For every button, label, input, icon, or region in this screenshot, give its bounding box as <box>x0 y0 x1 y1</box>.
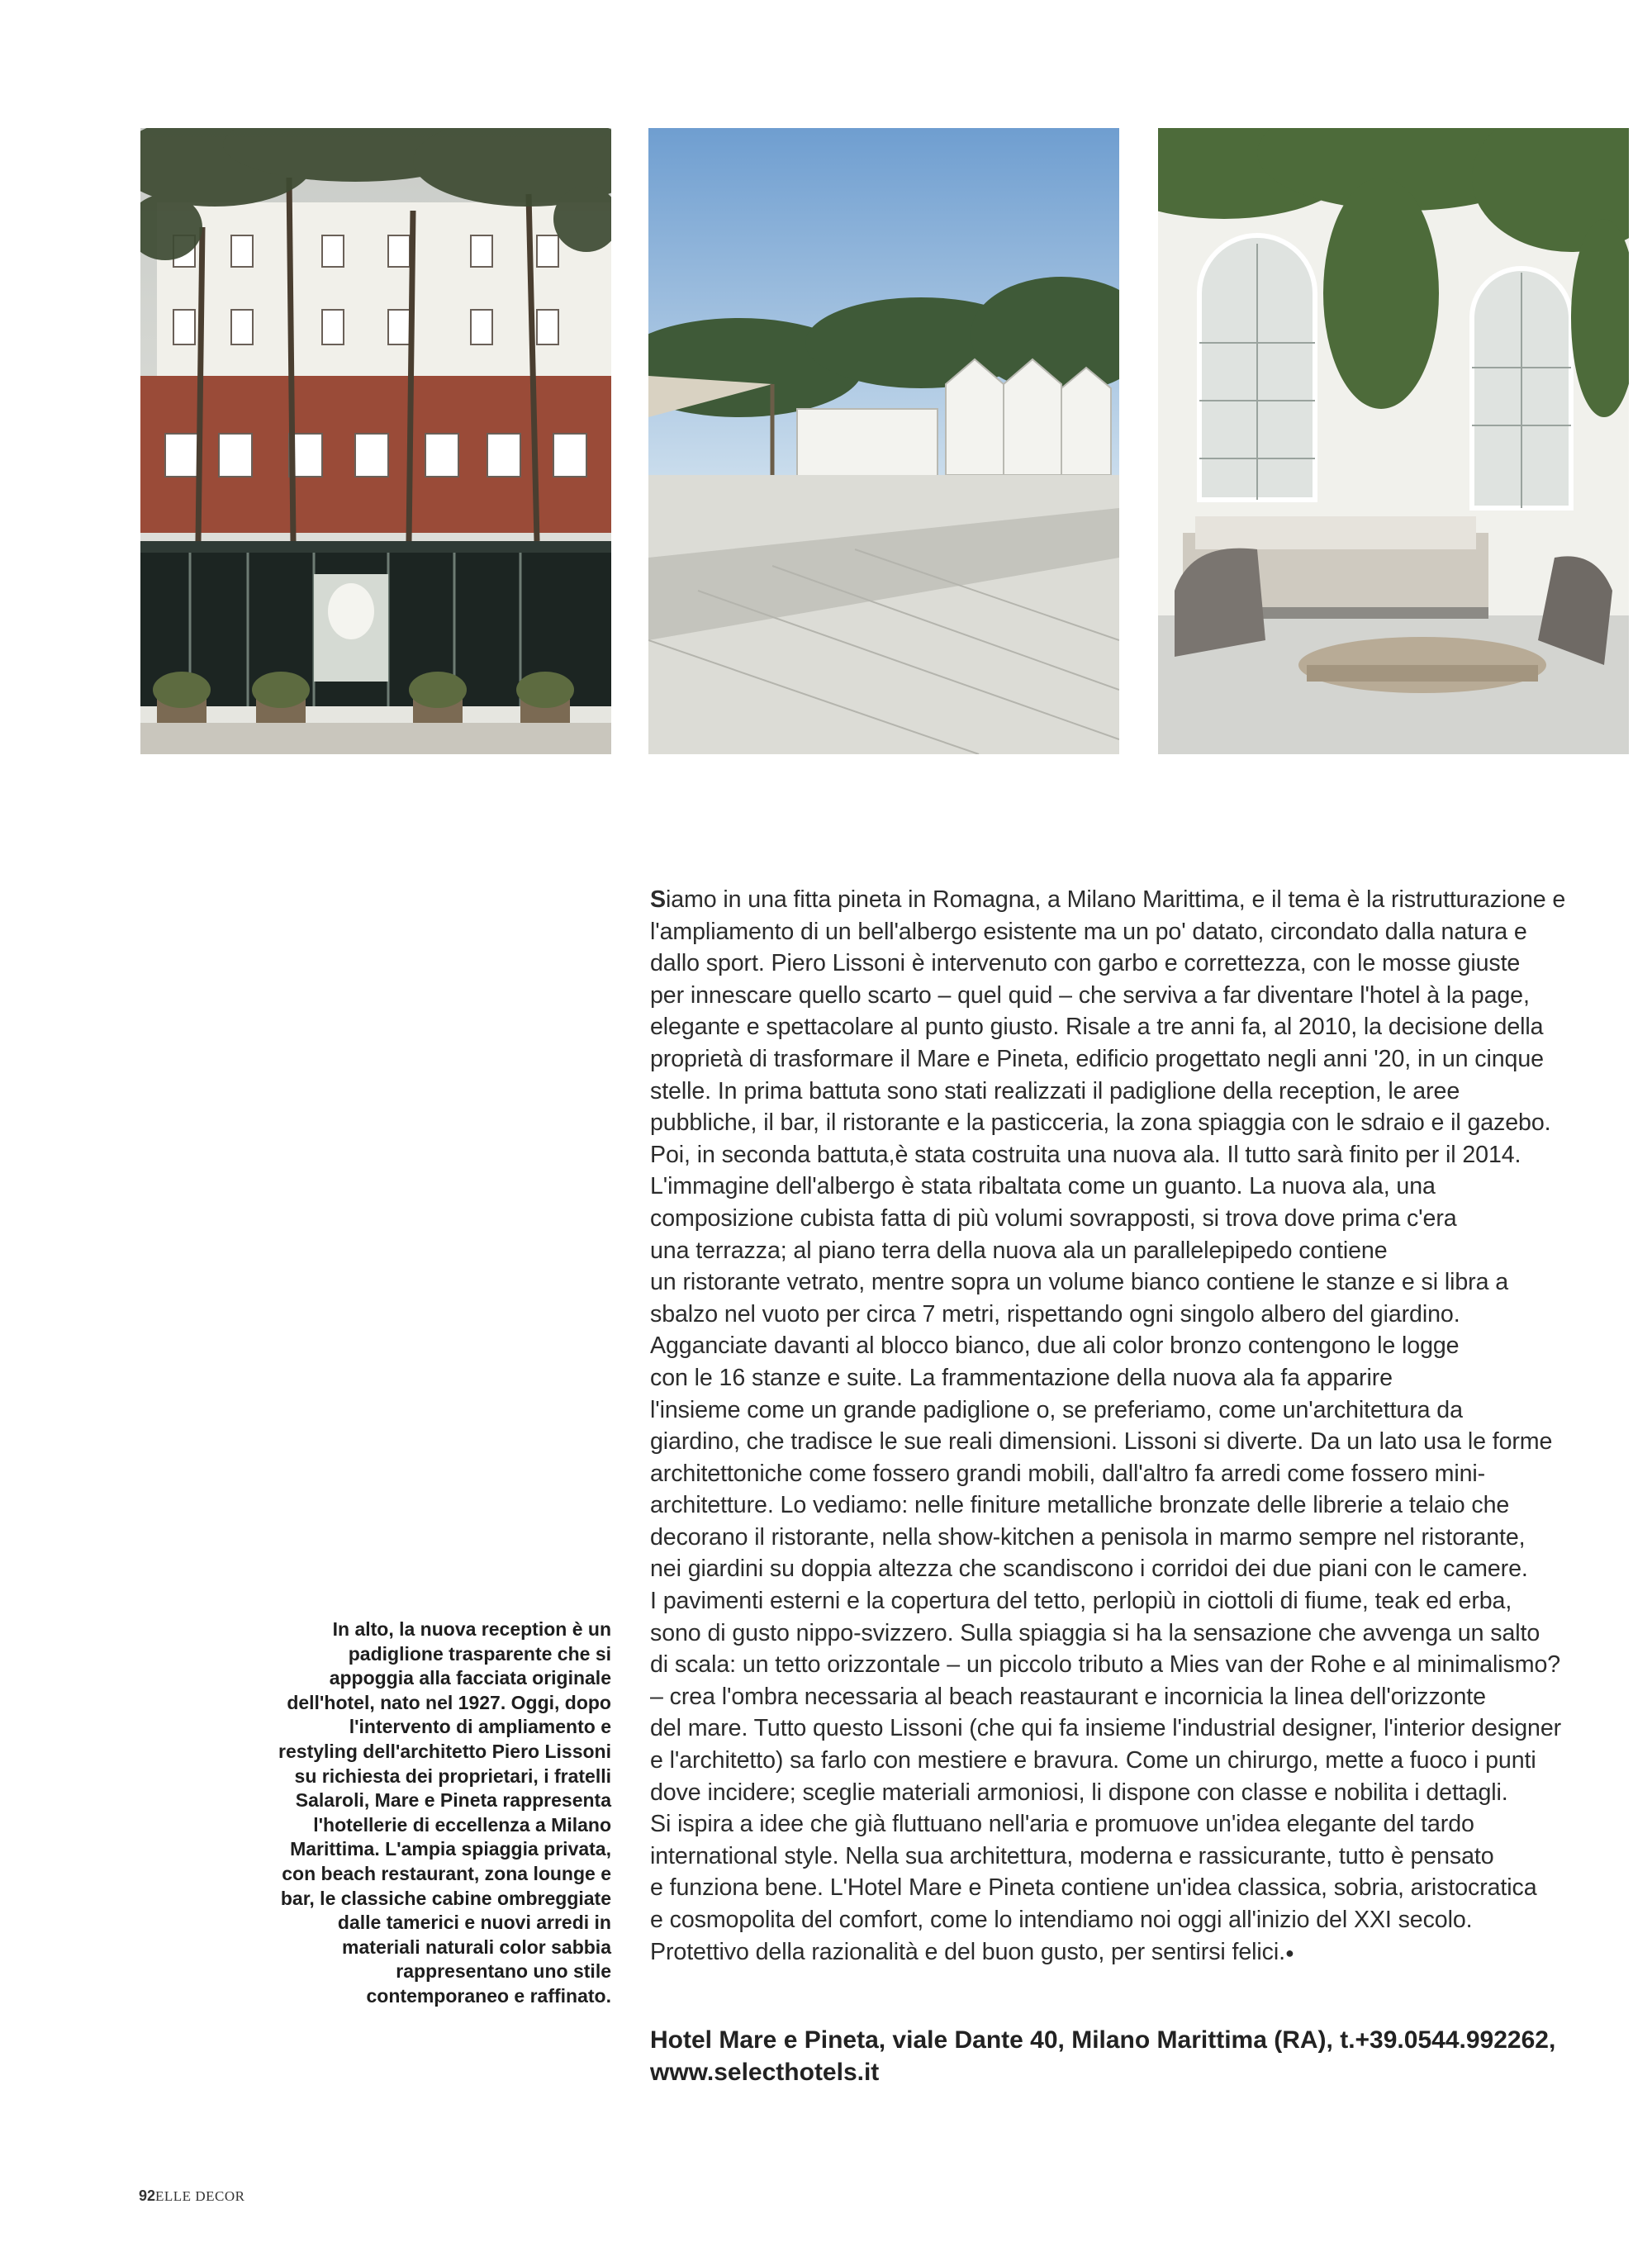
article-line: e l'architetto) sa farlo con mestiere e bravura. Come un chirurgo, mette a fuoco i punti <box>650 1747 1536 1774</box>
article-body <box>650 884 1637 1968</box>
article-line: Poi, in seconda battuta,è stata costruita una nuova ala. Il tutto sarà finito per il 2014. <box>650 1141 1521 1168</box>
article-line: decorano il ristorante, nella show-kitchen a penisola in marmo sempre nel ristorante, <box>650 1523 1526 1551</box>
article-line: l'insieme come un grande padiglione o, se preferiamo, come un'architettura da <box>650 1396 1463 1423</box>
article-line: I pavimenti esterni e la copertura del tetto, perlopiù in ciottoli di fiume, teak ed erba, <box>650 1588 1512 1615</box>
hotel-website: www.selecthotels.it <box>650 2059 880 2086</box>
article-line: – crea l'ombra necessaria al beach reastaurant e incornicia la linea dell'orizzonte <box>650 1683 1486 1710</box>
magazine-name: ELLE DECOR <box>155 2188 245 2204</box>
article-line: giardino, che tradisce le sue reali dimensioni. Lissoni si diverte. Da un lato usa le forme <box>650 1428 1553 1456</box>
article-line: nei giardini su doppia altezza che scandiscono i corridoi dei due piani con le camere. <box>650 1556 1528 1583</box>
article-line: con le 16 stanze e suite. La frammentazione della nuova ala fa apparire <box>650 1364 1393 1391</box>
article-line: l'ampliamento di un bell'albergo esistente ma un po' datato, circondato dalla natura e <box>650 918 1527 945</box>
article-line: Agganciate davanti al blocco bianco, due ali color bronzo contengono le logge <box>650 1332 1460 1360</box>
article-line: L'immagine dell'albergo è stata ribaltata come un guanto. La nuova ala, una <box>650 1173 1436 1200</box>
veranda-illustration <box>1158 128 1629 754</box>
article-line: stelle. In prima battuta sono stati realizzati il padiglione della reception, le aree <box>650 1077 1460 1104</box>
article-line: proprietà di trasformare il Mare e Pineta, edificio progettato negli anni '20, in un cinque <box>650 1045 1544 1072</box>
article-line: e funziona bene. L'Hotel Mare e Pineta contiene un'idea classica, sobria, aristocratica <box>650 1874 1537 1902</box>
article-line: del mare. Tutto questo Lissoni (che qui fa insieme l'industrial designer, l'interior designer <box>650 1715 1562 1742</box>
article-line: architetture. Lo vediamo: nelle finiture metalliche bronzate delle librerie a telaio che <box>650 1492 1510 1519</box>
article-last-line <box>650 1936 1637 1969</box>
end-mark-icon: ● <box>1284 1944 1294 1961</box>
article-line: per innescare quello scarto – quel quid – che serviva a far diventare l'hotel à la page, <box>650 981 1530 1009</box>
hotel-address: Hotel Mare e Pineta, viale Dante 40, Milano Marittima (RA), t.+39.0544.992262, <box>650 2026 1556 2054</box>
article-line: una terrazza; al piano terra della nuova ala un parallelepipedo contiene <box>650 1237 1388 1264</box>
page-number: 92 <box>139 2187 156 2204</box>
article-first-line <box>650 884 1637 916</box>
photo-caption: In alto, la nuova reception è un padiglione trasparente che si appoggia alla facciata originale dell'hotel, nato nel 1927. Oggi, dopo l'intervento di ampliamento e restyling dell'architetto Piero Lissoni su richiesta dei proprietari, i fratelli Salaroli, Mare e Pineta rappresenta l'hotellerie di eccellenza a Milano Marittima. L'ampia spiaggia privata, con beach restaurant, zona lounge e bar, le classiche cabine ombreggiate dalle tamerici e nuovi arredi in materiali naturali color sabbia rappresentano uno stile contemporaneo e raffinato. <box>278 1618 611 2007</box>
article-line: pubbliche, il bar, il ristorante e la pasticceria, la zona spiaggia con le sdraio e il gazebo. <box>650 1109 1551 1137</box>
photo-beach-terrace <box>648 128 1119 754</box>
beach-terrace-illustration <box>648 128 1119 754</box>
article-line: architettoniche come fossero grandi mobili, dall'altro fa arredi come fossero mini- <box>650 1460 1486 1487</box>
first-line-text: iamo in una fitta pineta in Romagna, a Milano Marittima, e il tema è la ristrutturazione e <box>665 886 1566 913</box>
article-line: di scala: un tetto orizzontale – un piccolo tributo a Mies van der Rohe e al minimalismo? <box>650 1651 1561 1679</box>
hotel-contact-info <box>650 2024 1637 2088</box>
article-line: sbalzo nel vuoto per circa 7 metri, rispettando ogni singolo albero del giardino. <box>650 1300 1460 1328</box>
last-line-text: Protettivo della razionalità e del buon gusto, per sentirsi felici. <box>650 1938 1285 1965</box>
article-line: sono di gusto nippo-svizzero. Sulla spiaggia si ha la sensazione che avvenga un salto <box>650 1619 1540 1646</box>
article-line: dallo sport. Piero Lissoni è intervenuto con garbo e correttezza, con le mosse giuste <box>650 950 1521 977</box>
article-line: composizione cubista fatta di più volumi sovrapposti, si trova dove prima c'era <box>650 1204 1457 1232</box>
drop-letter: S <box>650 886 666 913</box>
article-line: Si ispira a idee che già fluttuano nell'aria e promuove un'idea elegante del tardo <box>650 1811 1474 1838</box>
article-line: e cosmopolita del comfort, come lo intendiamo noi oggi all'inizio del XXI secolo. <box>650 1907 1473 1933</box>
hotel-facade-illustration <box>140 128 611 754</box>
photo-hotel-facade <box>140 128 611 754</box>
photo-veranda-lounge <box>1158 128 1629 754</box>
page-folio <box>139 2187 244 2205</box>
article-line: international style. Nella sua architettura, moderna e rassicurante, tutto è pensato <box>650 1842 1494 1869</box>
article-line: elegante e spettacolare al punto giusto. Risale a tre anni fa, al 2010, la decisione della <box>650 1014 1544 1041</box>
article-line: un ristorante vetrato, mentre sopra un volume bianco contiene le stanze e si libra a <box>650 1269 1509 1296</box>
article-line: dove incidere; sceglie materiali armoniosi, li dispone con classe e nobilita i dettagli. <box>650 1779 1508 1806</box>
